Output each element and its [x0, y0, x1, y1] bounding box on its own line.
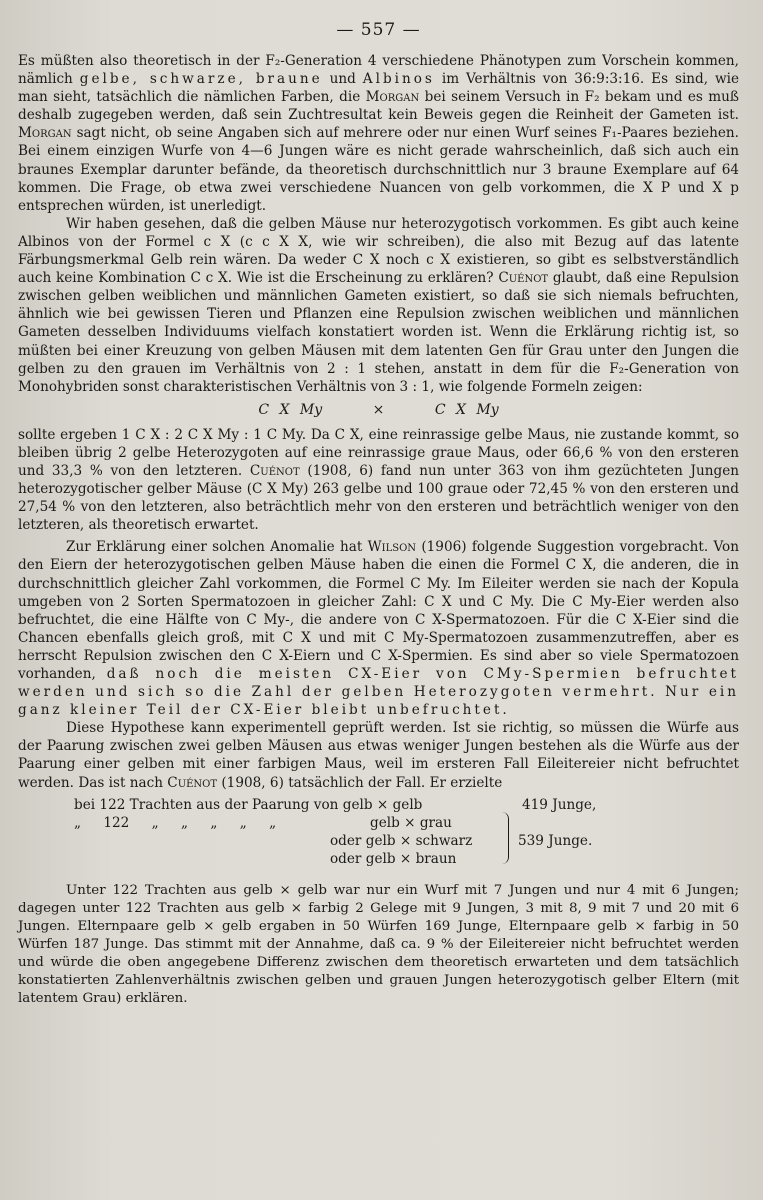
author-cuenot-2: Cuénot	[249, 462, 300, 479]
table-row-2: gelb × grau	[370, 814, 452, 831]
author-morgan-2: Morgan	[18, 125, 72, 142]
paragraph-6: Unter 122 Trachten aus gelb × gelb war nur ein Wurf mit 7 Jungen und nur 4 mit 6 Jungen; dagegen unter 122 Trachten aus gelb × farbig 2 Gelege mit 9 Jungen, 3 mit 8, 9 mit 7 und 20 mit 6 Jungen. Elternpaare gelb × gelb ergaben in 50 Würfen 169 Junge, Elternpaare gelb × farbig in 50 Würfen 187 Junge. Das stimmt mit der Annahme, daß ca. 9 % der Eileitereier nicht befruchtet werden und würde die oben angegebene Differenz zwischen dem theoretisch erwarteten und dem tatsächlich konstatierten Zahlenverhältnis zwischen gelben und grauen Jungen heterozygotisch gelber Eltern (mit latentem Grau) erklären.	[18, 882, 739, 1007]
cross-symbol: ×	[372, 401, 385, 418]
page-number: — 557 —	[336, 20, 421, 40]
author-morgan: Morgan	[365, 89, 420, 106]
p2-text-b: glaubt, daß eine Repulsion zwischen gelben weiblichen und männlichen Gameten existiert, so daß sie sich niemals befruchten, ähnlich wie bei gewissen Tieren und Pflanzen eine Repulsion zwischen weiblichen und männlichen Gameten desselben Individuums vielfach konstatiert worden ist. Wenn die Erklärung richtig ist, so müßten bei einer Kreuzung von gelben Mäusen mit dem latenten Gen für Grau unter den Jungen die gelben zu den grauen im Verhältnis von 2 : 1 stehen, anstatt in dem für die F₂-Generation von Monohybriden sonst charakteristischen Verhältnis von 3 : 1, wie folgende Formeln zeigen:	[18, 270, 739, 395]
p5-text-b: (1908, 6) tatsächlich der Fall. Er erzielte	[221, 774, 503, 791]
p4-text-b: (1906) folgende Suggestion vorgebracht. Von den Eiern der heterozygotischen gelben Mäuse haben die einen die Formel C X, die anderen, die in durchschnittlich gleicher Zahl vorkommen, die Formel C My. Im Eileiter werden sie nach der Kopula umgeben von 2 Sorten Spermatozoen in gleicher Zahl: C X und C My. Die C My-Eier werden also befruchtet, die eine Hälfte von C My-, die andere von C X-Spermatozoen. Für die C X-Eier sind die Chancen ebenfalls gleich groß, mit C X und mit C My-Spermatozoen zusammenzutreffen, aber es herrscht Repulsion zwischen den C X-Eiern und C X-Spermien. Es sind aber so viele Spermatozoen vorhanden,	[18, 539, 739, 682]
table-row-1: bei 122 Trachten aus der Paarung von gelb × gelb	[74, 796, 423, 813]
p1-und: und	[329, 71, 356, 88]
paragraph-4	[18, 538, 739, 719]
p1-text-d: sagt nicht, ob seine Angaben sich auf mehrere oder nur einen Wurf seines F₁-Paares beziehen. Bei einem einzigen Wurfe von 4—6 Jungen wäre es nicht gerade wahrscheinlich, daß sich auch ein braunes Exemplar darunter befände, da theoretisch durchschnittlich nur 3 braune Exemplare auf 64 kommen. Die Frage, ob etwa zwei verschiedene Nuancen von gelb vorkommen, die X P und X p entsprechen würden, ist unerledigt.	[18, 125, 739, 214]
paragraph-1	[18, 52, 739, 215]
author-wilson: Wilson	[367, 539, 417, 556]
paragraph-5	[18, 719, 739, 791]
paragraph-2	[18, 215, 739, 396]
p4-text-a: Zur Erklärung einer solchen Anomalie hat	[66, 539, 363, 556]
p3-text-a: sollte ergeben 1 C X : 2 C X My : 1 C My. Da C X, eine reinrassige gelbe Maus, nie zustande kommt, so bleiben übrig 2 gelbe Heterozygoten auf eine reinrassige graue Maus, oder 66,6 % von den ersteren und 33,3 % von den letzteren.	[18, 426, 739, 479]
formula-right: C X My	[434, 401, 499, 418]
p1-text-a: Es müßten also theoretisch in der F₂-Generation 4 verschiedene Phänotypen zum Vorschein kommen, nämlich	[18, 53, 739, 88]
author-cuenot: Cuénot	[498, 270, 549, 287]
formula-left: C X My	[258, 401, 323, 418]
p1-albinos-spaced: Albinos	[362, 71, 435, 88]
litter-table	[18, 794, 739, 870]
p1-colors-spaced: gelbe, schwarze, braune	[79, 71, 323, 88]
table-row-3: oder gelb × schwarz	[330, 832, 473, 849]
p3-text-b: (1908, 6) fand nun unter 363 von ihm gezüchteten Jungen heterozygotischer gelber Mäuse (C X My) 263 gelbe und 100 graue oder 72,45 % von den ersteren und 27,54 % von den letzteren, also beträchtlich mehr von den ersteren und beträchtlich weniger von den letzteren, als theoretisch erwartet.	[18, 462, 739, 534]
p2-text-a: Wir haben gesehen, daß die gelben Mäuse nur heterozygotisch vorkommen. Es gibt auch keine Albinos von der Formel c X (c c X X, wie wir schreiben), die also mit Bezug auf das latente Färbungsmerkmal Gelb rein wären. Da weder C X noch c X existieren, so gibt es selbstverständlich auch keine Kombination C c X. Wie ist die Erscheinung zu erklären?	[18, 215, 739, 287]
p1-text-b: im Verhältnis von 36:9:3:16. Es sind, wie man sieht, tatsächlich die nämlichen Farben, die	[18, 71, 740, 106]
cross-formula	[18, 402, 739, 418]
brace	[502, 812, 509, 864]
author-cuenot-3: Cuénot	[167, 774, 218, 791]
table-row-1-result: 419 Junge,	[522, 796, 597, 813]
brace-result: 539 Junge.	[518, 832, 593, 849]
table-row-2-ditto: „ 122 „ „ „ „ „	[74, 814, 277, 831]
p5-text-a: Diese Hypothese kann experimentell geprüft werden. Ist sie richtig, so müssen die Würfe aus der Paarung zwischen zwei gelben Mäusen aus etwas weniger Jungen bestehen als die Würfe aus der Paarung einer gelben mit einer farbigen Maus, weil im ersteren Fall Eileitereier nicht befruchtet werden. Das ist nach	[18, 720, 739, 791]
p1-text-c: bei seinem Versuch in F₂ bekam und es muß deshalb zugegeben werden, daß sein Zuchtresultat kein Beweis gegen die Reinheit der Gameten ist.	[18, 89, 739, 124]
p4-spaced-emphasis: daß noch die meisten CX-Eier von CMy-Spermien befruchtet werden und sich so die Zahl der gelben Heterozygoten vermehrt. Nur ein ganz kleiner Teil der CX-Eier bleibt unbefruchtet.	[18, 666, 739, 719]
paragraph-3	[18, 426, 739, 535]
table-row-4: oder gelb × braun	[330, 850, 457, 867]
